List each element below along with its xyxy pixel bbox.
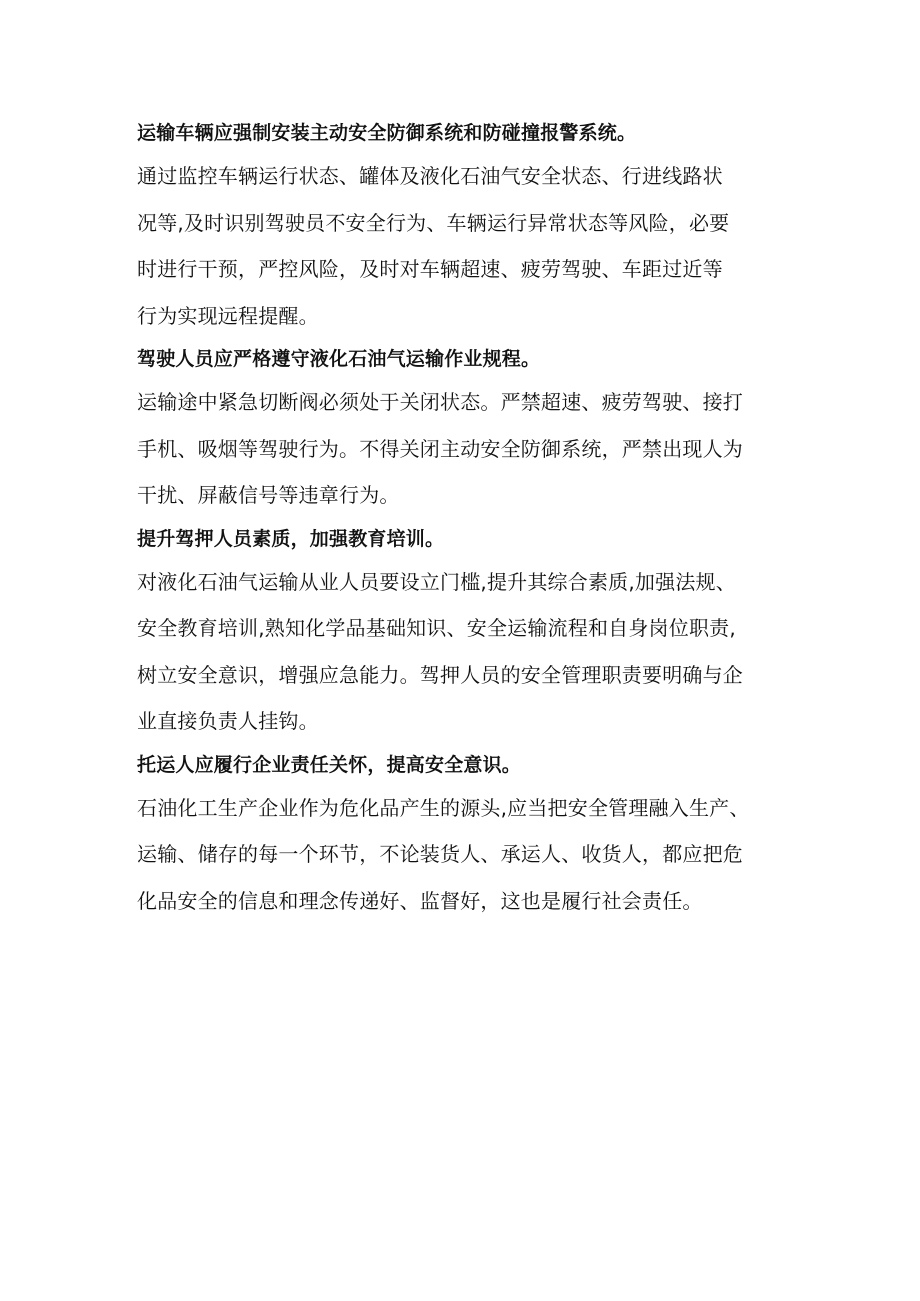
- body-line: 时进行干预，严控风险，及时对车辆超速、疲劳驾驶、车距过近等: [137, 257, 723, 281]
- section-active-safety-system: [137, 113, 787, 339]
- body-line: 行为实现远程提醒。: [137, 303, 319, 328]
- body-line: 况等,及时识别驾驶员不安全行为、车辆运行异常状态等风险，必要: [137, 210, 730, 235]
- section-staff-training: [137, 519, 787, 745]
- section-heading: 驾驶人员应严格遵守液化石油气运输作业规程。: [137, 348, 541, 370]
- body-line: 石油化工生产企业作为危化品产生的源头,应当把安全管理融入生产、: [137, 795, 750, 820]
- body-line: 手机、吸烟等驾驶行为。不得关闭主动安全防御系统，严禁出现人为: [137, 436, 743, 461]
- body-line: 业直接负责人挂钩。: [137, 709, 319, 733]
- body-line: 对液化石油气运输从业人员要设立门槛,提升其综合素质,加强法规、: [137, 569, 736, 594]
- section-driver-regulations: [137, 339, 787, 519]
- body-line: 运输途中紧急切断阀必须处于关闭状态。严禁超速、疲劳驾驶、接打: [137, 390, 743, 414]
- document-body: [137, 113, 787, 924]
- body-line: 通过监控车辆运行状态、罐体及液化石油气安全状态、行进线路状: [137, 164, 723, 188]
- body-line: 安全教育培训,熟知化学品基础知识、安全运输流程和自身岗位职责,: [137, 616, 736, 640]
- body-line: 运输、储存的每一个环节，不论装货人、承运人、收货人，都应把危: [137, 842, 743, 866]
- section-heading: 运输车辆应强制安装主动安全防御系统和防碰撞报警系统。: [137, 122, 637, 144]
- section-heading: 托运人应履行企业责任关怀，提高安全意识。: [137, 753, 522, 776]
- section-shipper-responsibility: [137, 745, 787, 925]
- body-line: 树立安全意识，增强应急能力。驾押人员的安全管理职责要明确与企: [137, 662, 743, 687]
- section-heading: 提升驾押人员素质，加强教育培训。: [137, 527, 445, 550]
- body-line: 干扰、屏蔽信号等违章行为。: [137, 483, 400, 507]
- body-line: 化品安全的信息和理念传递好、监督好，这也是履行社会责任。: [137, 888, 703, 913]
